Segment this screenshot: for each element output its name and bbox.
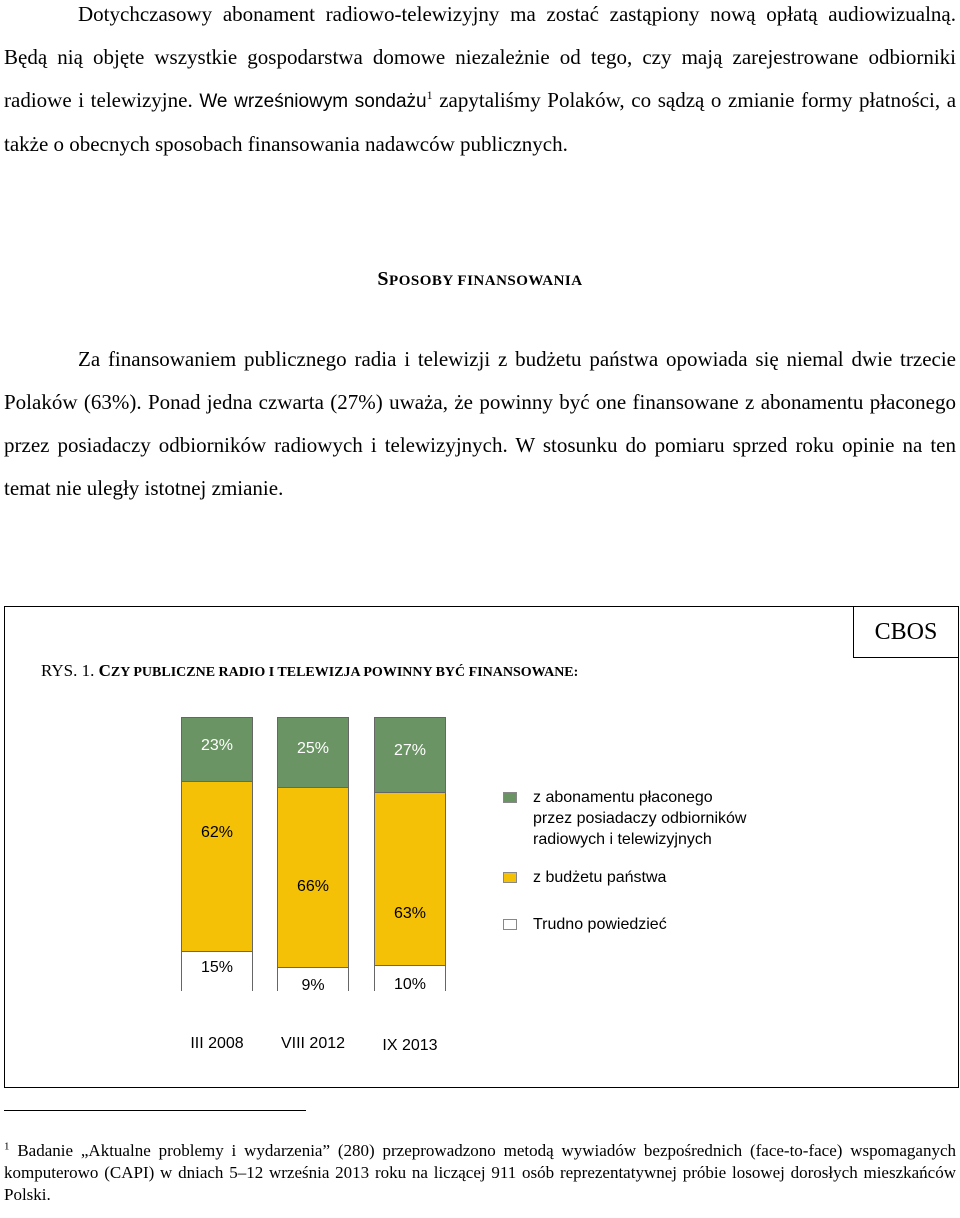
bar-segment <box>278 787 348 968</box>
bar-segment <box>375 792 445 965</box>
footnote-text: Badanie „Aktualne problemy i wydarzenia” (280) przeprowadzono metodą wywiadów bezpośrednich (face-to-face) wspomaganych komputerowo (CAPI) w dniach 5–12 września 2013 roku na liczącej 911 osób reprezentatywnej próbie losowej dorosłych mieszkańców Polski. <box>4 1141 956 1204</box>
bar-segment <box>278 718 348 787</box>
intro-paragraph <box>4 0 956 166</box>
intro-sans-text: We wrześniowym sondażu <box>199 91 427 112</box>
figure-label: RYS. 1. <box>41 661 95 680</box>
data-label: 27% <box>393 742 427 760</box>
section-heading: SPOSOBY FINANSOWANIA <box>377 268 583 290</box>
footnote <box>4 1140 956 1206</box>
legend-label: z budżetu państwa <box>533 869 667 886</box>
data-label: 23% <box>200 737 234 755</box>
data-label: 63% <box>393 904 427 922</box>
footnote-marker: 1 <box>4 1140 10 1153</box>
figure-box <box>4 606 959 1088</box>
data-label: 9% <box>301 976 325 994</box>
bar-segment <box>182 718 252 781</box>
data-label: 66% <box>296 877 330 895</box>
bar-viii-2012 <box>277 717 349 994</box>
category-label: III 2008 <box>190 1035 244 1052</box>
data-label: 15% <box>200 959 234 977</box>
footnote-rule <box>4 1110 306 1111</box>
data-label: 25% <box>296 739 330 757</box>
bar-segment <box>278 967 348 992</box>
data-label: 10% <box>393 975 427 993</box>
bar-segment <box>375 965 445 992</box>
bar-segment <box>375 718 445 792</box>
footnote-ref[interactable]: 1 <box>426 88 433 102</box>
section-paragraph <box>4 338 956 510</box>
bar-segment <box>182 951 252 992</box>
legend-swatch <box>503 872 517 883</box>
intro-rest-text: zapytaliśmy Polaków, co sądzą o zmianie formy płatności, a także o obecnych sposobach finansowania nadawców publicznych. <box>4 88 957 156</box>
bar-ix-2013 <box>374 717 446 991</box>
bar-segment <box>182 781 252 951</box>
legend-swatch <box>503 919 517 930</box>
bar-iii-2008 <box>181 717 253 991</box>
legend-swatch <box>503 792 517 803</box>
intro-serif-text: abonament radiowo-telewizyjny ma zostać zastąpiony nową opłatą audiowizualną. Będą nią objęte wszystkie gospodarstwa domowe niezależnie od tego, czy mają zarejestrowane odbiorniki radiowe i telewizyjne. <box>4 2 956 112</box>
legend-label: Trudno powiedzieć <box>533 916 667 933</box>
legend-label: z abonamentu płaconego przez posiadaczy odbiorników radiowych i telewizyjnych <box>533 789 747 848</box>
category-label: VIII 2012 <box>280 1035 346 1052</box>
figure-title: RYS. 1. CZY PUBLICZNE RADIO I TELEWIZJA POWINNY BYĆ FINANSOWANE: <box>41 661 579 680</box>
intro-first-word: Dotychczasowy <box>78 2 213 26</box>
section-paragraph-text: Za finansowaniem publicznego radia i telewizji z budżetu państwa opowiada się niemal dwie trzecie Polaków (63%). Ponad jedna czwarta (27%) uważa, że powinny być one finansowane z abonamentu płaconego przez posiadaczy odbiorników radiowych i telewizyjnych. W stosunku do pomiaru sprzed roku opinie na ten temat nie uległy istotnej zmianie. <box>4 347 956 500</box>
data-label: 62% <box>200 823 234 841</box>
category-label: IX 2013 <box>382 1037 438 1054</box>
cbos-label: CBOS <box>853 606 959 658</box>
